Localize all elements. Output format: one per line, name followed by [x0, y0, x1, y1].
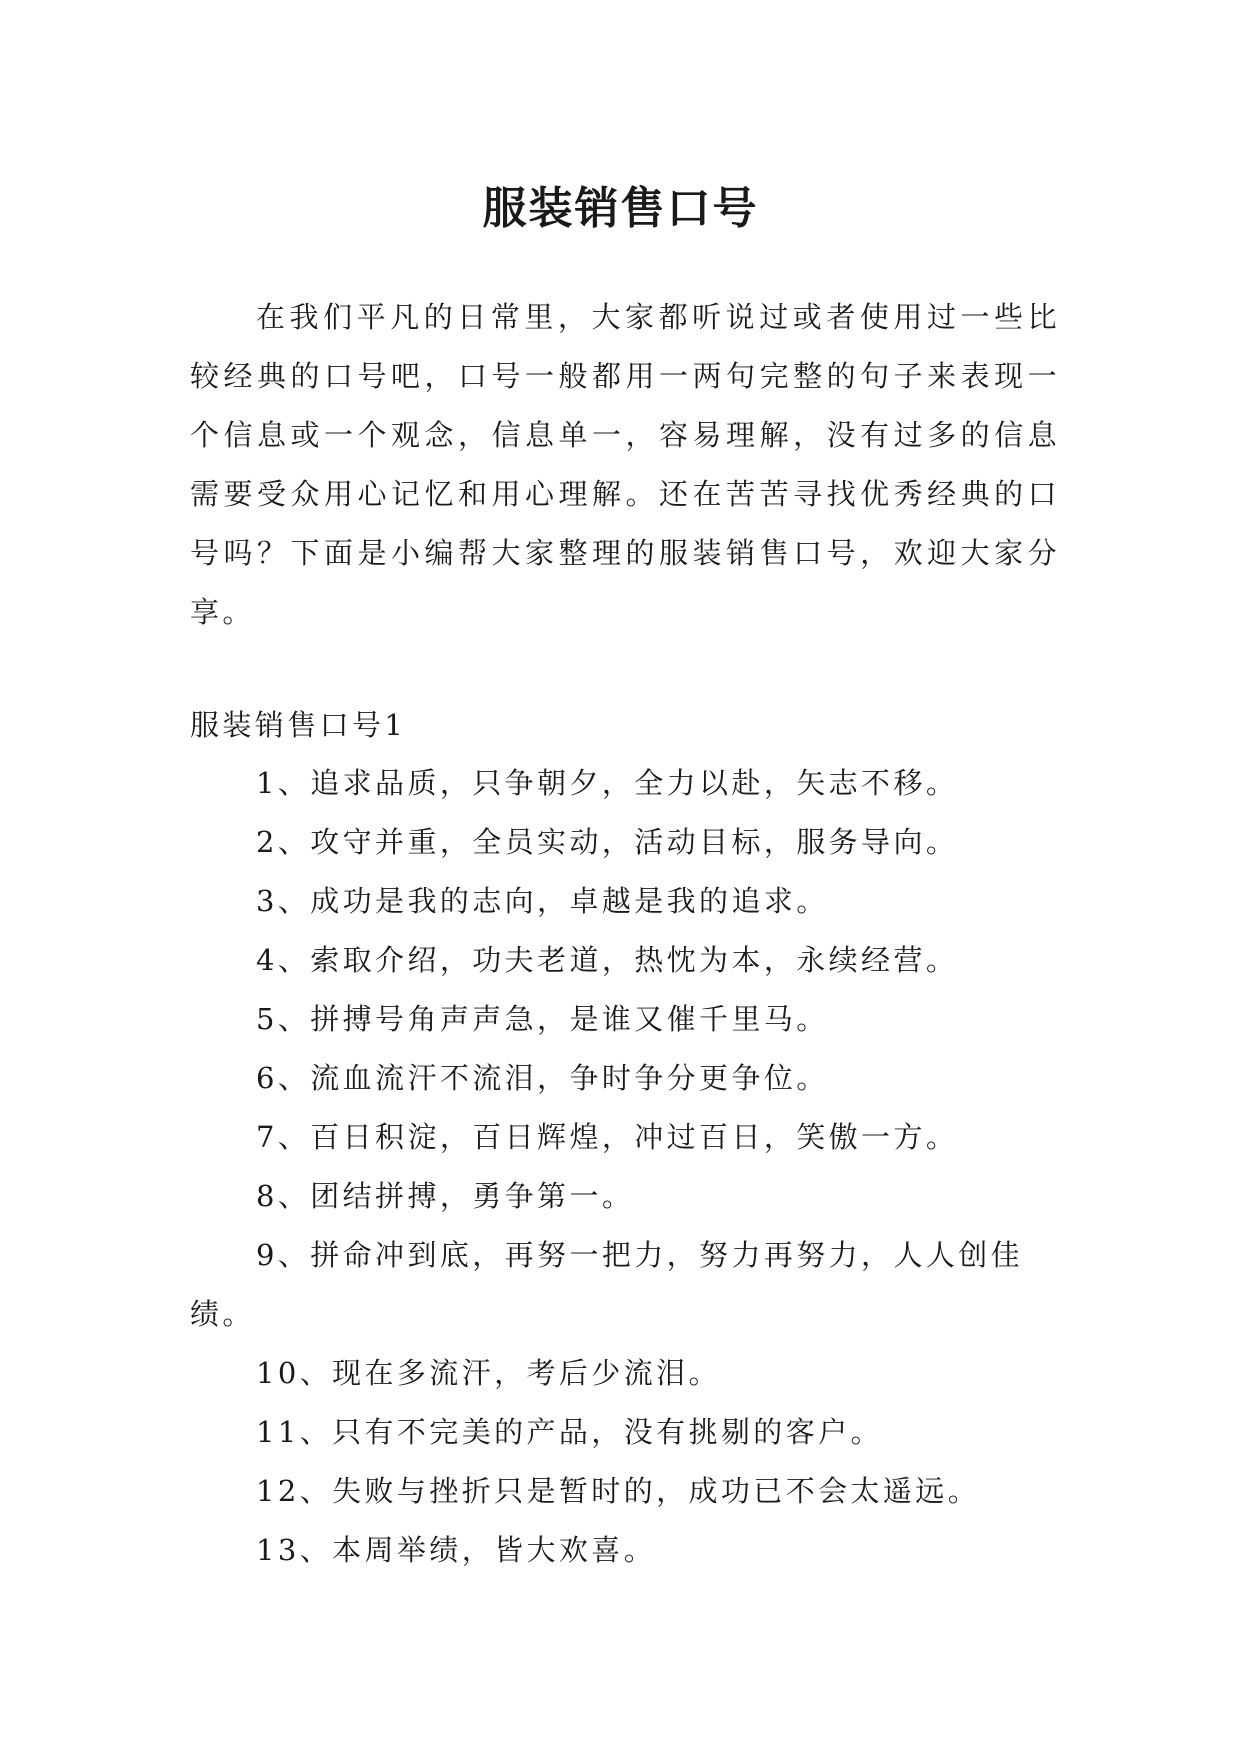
- section-heading: 服装销售口号1: [190, 708, 407, 742]
- list-item: 8、团结拼搏，勇争第一。: [256, 1179, 635, 1213]
- list-item: 7、百日积淀，百日辉煌，冲过百日，笑傲一方。: [256, 1120, 959, 1154]
- list-item: 3、成功是我的志向，卓越是我的追求。: [256, 884, 829, 918]
- document-title: 服装销售口号: [482, 183, 759, 235]
- list-item: 13、本周举绩，皆大欢喜。: [256, 1533, 657, 1567]
- list-item: 2、攻守并重，全员实动，活动目标，服务导向。: [256, 825, 959, 859]
- list-item: 11、只有不完美的产品，没有挑剔的客户。: [256, 1415, 883, 1449]
- slogan-list: [190, 754, 1060, 1580]
- list-item: 1、追求品质，只争朝夕，全力以赴，矢志不移。: [256, 766, 959, 800]
- list-item: 4、索取介绍，功夫老道，热忱为本，永续经营。: [256, 943, 959, 977]
- list-item: 9、拼命冲到底，再努一把力，努力再努力，人人创佳绩。: [190, 1238, 1024, 1331]
- list-item: 6、流血流汗不流泪，争时争分更争位。: [256, 1061, 829, 1095]
- list-item: 10、现在多流汗，考后少流泪。: [256, 1356, 721, 1390]
- list-item: 12、失败与挫折只是暂时的，成功已不会太遥远。: [256, 1474, 981, 1508]
- intro-paragraph: 在我们平凡的日常里，大家都听说过或者使用过一些比较经典的口号吧，口号一般都用一两句完整的句子来表现一个信息或一个观念，信息单一，容易理解，没有过多的信息需要受众用心记忆和用心理解。还在苦苦寻找优秀经典的口号吗？下面是小编帮大家整理的服装销售口号，欢迎大家分享。: [190, 300, 1060, 629]
- list-item: 5、拼搏号角声声急，是谁又催千里马。: [256, 1002, 829, 1036]
